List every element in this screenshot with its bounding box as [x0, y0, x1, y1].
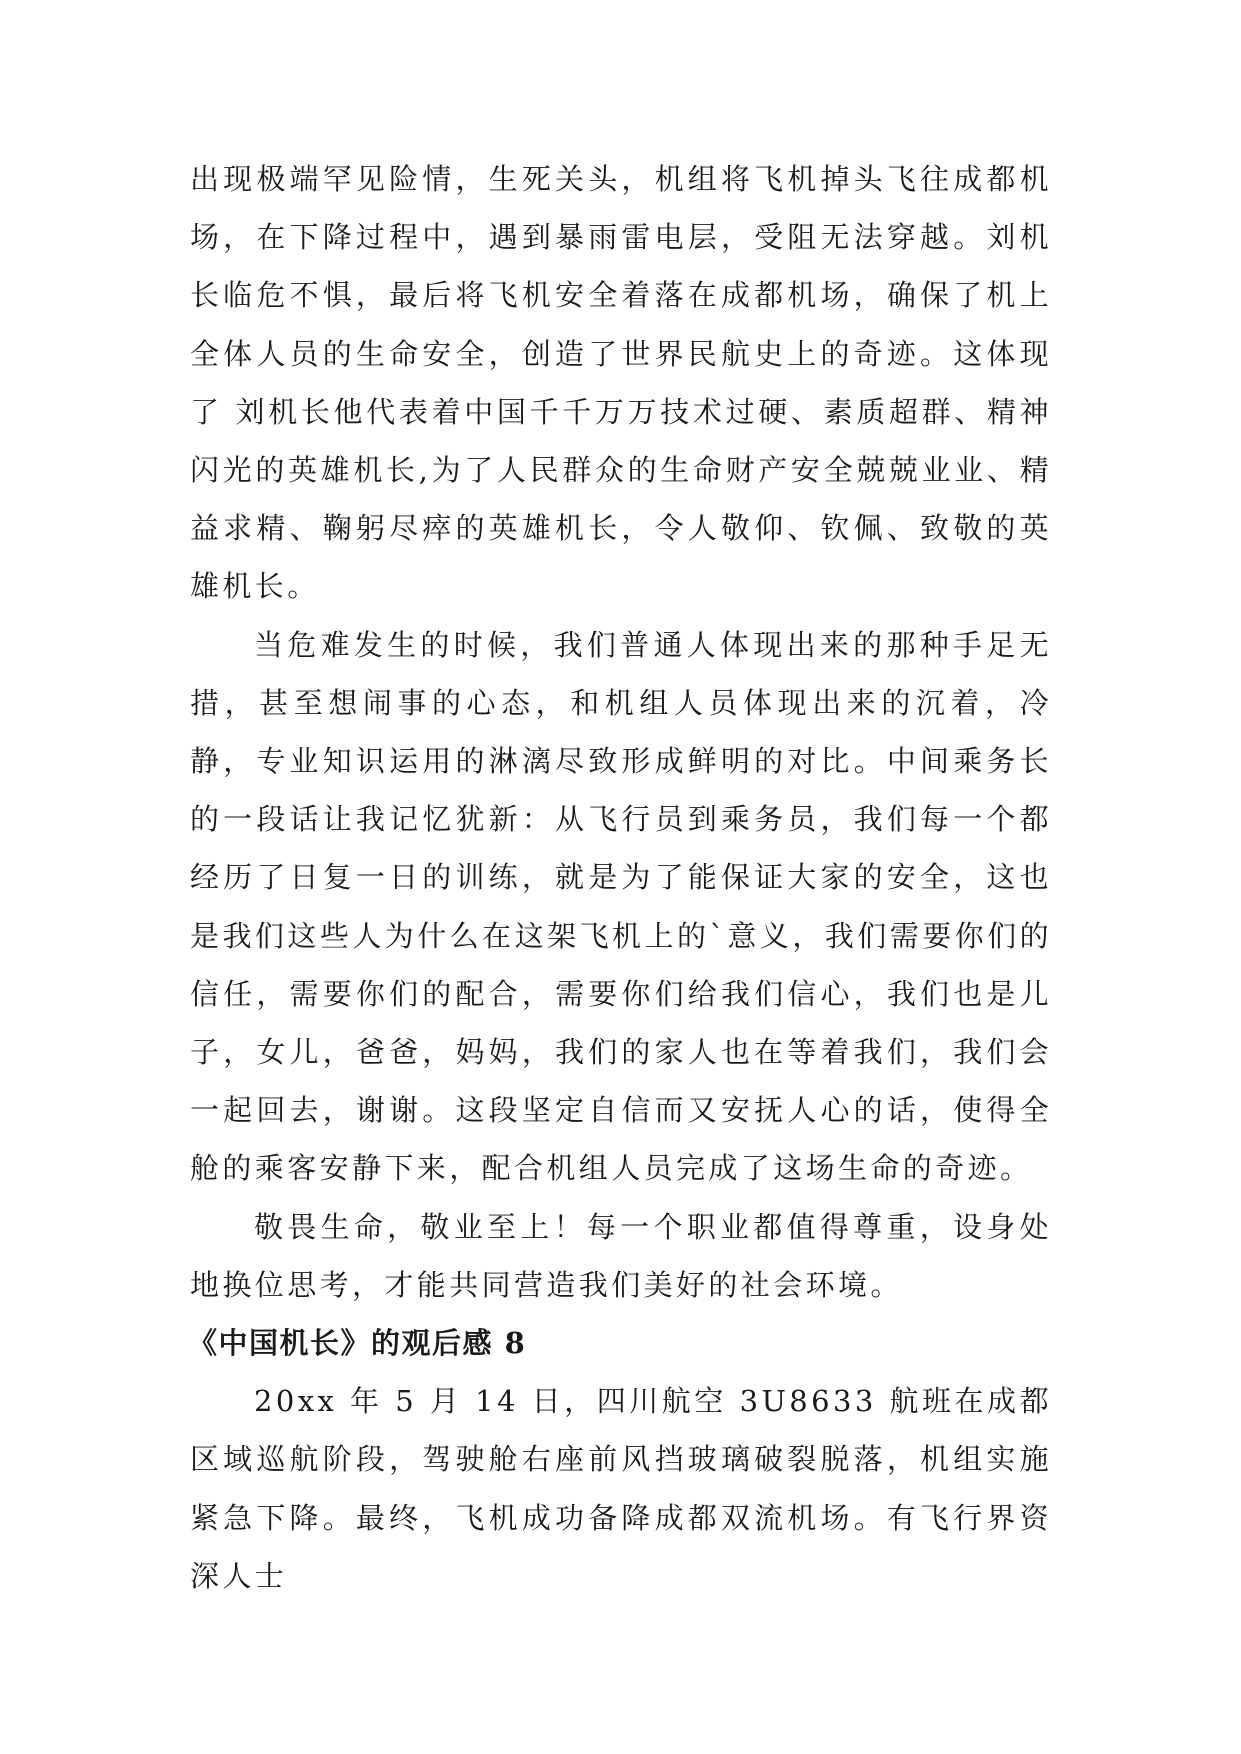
section-heading: 《中国机长》的观后感 8: [188, 1326, 527, 1361]
document-page: [190, 150, 1052, 1605]
body-paragraph: 当危难发生的时候，我们普通人体现出来的那种手足无措，甚至想闹事的心态，和机组人员体现出来的沉着，冷静，专业知识运用的淋漓尽致形成鲜明的对比。中间乘务长的一段话让我记忆犹新：从飞行员到乘务员，我们每一个都经历了日复一日的训练，就是为了能保证大家的安全，这也是我们这些人为什么在这架飞机上的`意义，我们需要你们的信任，需要你们的配合，需要你们给我们信心，我们也是儿子，女儿，爸爸，妈妈，我们的家人也在等着我们，我们会一起回去，谢谢。这段坚定自信而又安抚人心的话，使得全舱的乘客安静下来，配合机组人员完成了这场生命的奇迹。: [190, 627, 1052, 1186]
body-paragraph: 敬畏生命，敬业至上！每一个职业都值得尊重，设身处地换位思考，才能共同营造我们美好的社会环境。: [190, 1209, 1052, 1302]
body-paragraph: 出现极端罕见险情，生死关头，机组将飞机掉头飞往成都机场，在下降过程中，遇到暴雨雷电层，受阻无法穿越。刘机长临危不惧，最后将飞机安全着落在成都机场，确保了机上全体人员的生命安全，创造了世界民航史上的奇迹。这体现了 刘机长他代表着中国千千万万技术过硬、素质超群、精神闪光的英雄机长,为了人民群众的生命财产安全兢兢业业、精益求精、鞠躬尽瘁的英雄机长，令人敬仰、钦佩、致敬的英雄机长。: [190, 162, 1052, 604]
body-paragraph: 20xx 年 5 月 14 日，四川航空 3U8633 航班在成都区域巡航阶段，驾驶舱右座前风挡玻璃破裂脱落，机组实施紧急下降。最终，飞机成功备降成都双流机场。有飞行界资深人士: [190, 1384, 1052, 1593]
